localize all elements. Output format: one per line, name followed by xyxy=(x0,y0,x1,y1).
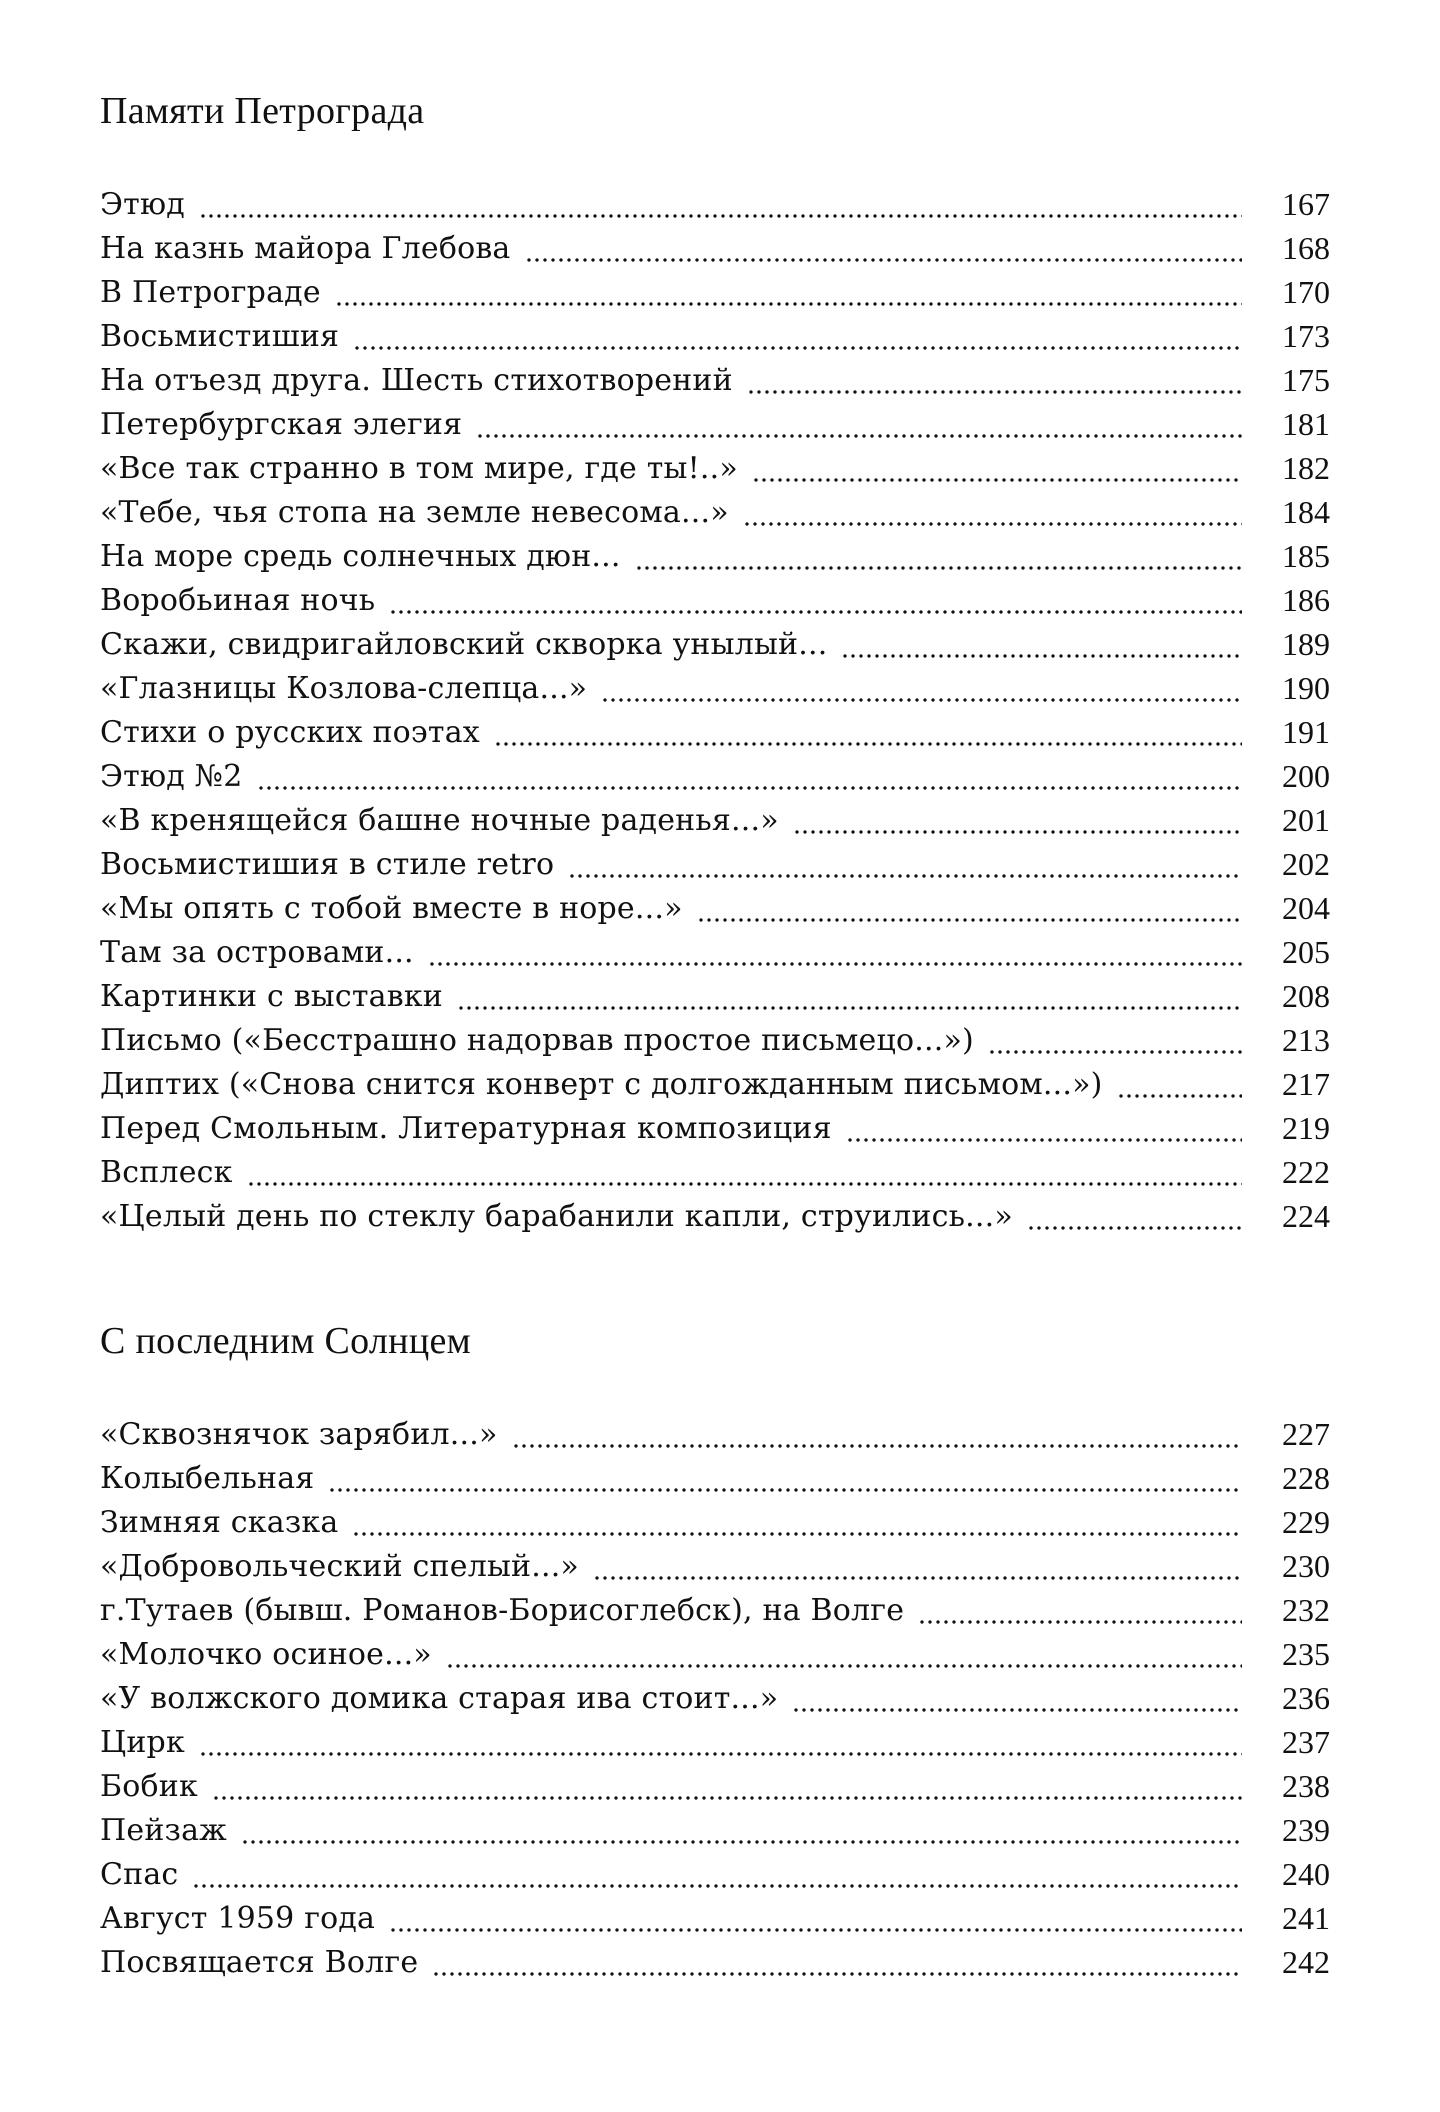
dot-leader xyxy=(247,1158,1242,1188)
toc-entry xyxy=(100,1582,1330,1626)
dot-leader xyxy=(389,586,1242,616)
toc-entry xyxy=(100,924,1330,968)
toc-entry-page-number: 175 xyxy=(1282,362,1330,398)
dot-leader xyxy=(747,366,1242,396)
toc-entry-page-number: 236 xyxy=(1282,1680,1330,1716)
toc-entry-title: Бобик xyxy=(100,1769,198,1804)
toc-entry-title: Восьмистишия в стиле retro xyxy=(100,847,555,882)
toc-entry xyxy=(100,1802,1330,1846)
toc-entry xyxy=(100,660,1330,704)
toc-entry-title: «У волжского домика старая ива стоит...» xyxy=(100,1681,779,1716)
dot-leader xyxy=(593,1552,1242,1582)
toc-entry-page-number: 189 xyxy=(1282,626,1330,662)
toc-entry-title: Этюд №2 xyxy=(100,759,243,794)
toc-entry xyxy=(100,1100,1330,1144)
toc-entry-page-number: 229 xyxy=(1282,1504,1330,1540)
dot-leader xyxy=(743,498,1242,528)
toc-entry-title: «Молочко осиное...» xyxy=(100,1637,432,1672)
toc-entry-page-number: 201 xyxy=(1282,802,1330,838)
toc-entry-page-number: 173 xyxy=(1282,318,1330,354)
toc-entry xyxy=(100,1406,1330,1450)
toc-entry xyxy=(100,1758,1330,1802)
toc-entry-page-number: 190 xyxy=(1282,670,1330,706)
toc-entry-title: Письмо («Бесстрашно надорвав простое письмецо...») xyxy=(100,1023,974,1058)
toc-entry xyxy=(100,1626,1330,1670)
dot-leader xyxy=(918,1596,1242,1626)
dot-leader xyxy=(568,850,1242,880)
toc-entry-title: «Добровольческий спелый...» xyxy=(100,1549,579,1584)
dot-leader xyxy=(1027,1202,1242,1232)
dot-leader xyxy=(432,1948,1242,1978)
toc-entry-page-number: 191 xyxy=(1282,714,1330,750)
toc-entry xyxy=(100,1012,1330,1056)
toc-entry-page-number: 219 xyxy=(1282,1110,1330,1146)
toc-entry-title: В Петрограде xyxy=(100,275,321,310)
dot-leader xyxy=(199,190,1242,220)
toc-entry xyxy=(100,968,1330,1012)
toc-entry-page-number: 202 xyxy=(1282,846,1330,882)
dot-leader xyxy=(494,718,1242,748)
toc-entry-title: Посвящается Волге xyxy=(100,1945,419,1980)
toc-entry-page-number: 182 xyxy=(1282,450,1330,486)
dot-leader xyxy=(752,454,1242,484)
toc-entry xyxy=(100,176,1330,220)
toc-entry-title: Пейзаж xyxy=(100,1813,227,1848)
dot-leader xyxy=(389,1904,1242,1934)
section-title-s-poslednim-solntsem: С последним Солнцем xyxy=(100,1320,471,1362)
toc-entry xyxy=(100,440,1330,484)
toc-entry xyxy=(100,792,1330,836)
dot-leader xyxy=(525,234,1242,264)
dot-leader xyxy=(446,1640,1242,1670)
toc-entry xyxy=(100,1846,1330,1890)
toc-entry-page-number: 185 xyxy=(1282,538,1330,574)
toc-entry xyxy=(100,748,1330,792)
toc-entry-page-number: 224 xyxy=(1282,1198,1330,1234)
toc-entry-title: «Целый день по стеклу барабанили капли, струились...» xyxy=(100,1199,1013,1234)
toc-entry-title: Август 1959 года xyxy=(100,1901,376,1936)
toc-entry-title: Зимняя сказка xyxy=(100,1505,339,1540)
toc-entry-title: Петербургская элегия xyxy=(100,407,463,442)
toc-entry-page-number: 217 xyxy=(1282,1066,1330,1102)
toc-entry-title: «Мы опять с тобой вместе в норе...» xyxy=(100,891,683,926)
toc-entry-page-number: 213 xyxy=(1282,1022,1330,1058)
toc-entry-page-number: 208 xyxy=(1282,978,1330,1014)
toc-entry xyxy=(100,572,1330,616)
dot-leader xyxy=(241,1816,1242,1846)
toc-entry xyxy=(100,1188,1330,1232)
toc-entry-title: Картинки с выставки xyxy=(100,979,443,1014)
toc-entry xyxy=(100,880,1330,924)
dot-leader xyxy=(476,410,1242,440)
toc-entry-title: Скажи, свидригайловский скворка унылый... xyxy=(100,627,828,662)
toc-entry-title: Воробьиная ночь xyxy=(100,583,376,618)
toc-entry xyxy=(100,1538,1330,1582)
toc-entry xyxy=(100,1714,1330,1758)
toc-entry-title: На море средь солнечных дюн... xyxy=(100,539,621,574)
toc-entry xyxy=(100,264,1330,308)
toc-entry-title: На казнь майора Глебова xyxy=(100,231,511,266)
dot-leader xyxy=(697,894,1242,924)
toc-entry-title: «Тебе, чья стопа на земле невесома...» xyxy=(100,495,729,530)
toc-entry xyxy=(100,308,1330,352)
toc-entry-title: «В кренящейся башне ночные раденья...» xyxy=(100,803,779,838)
toc-entry xyxy=(100,1450,1330,1494)
toc-entry-title: «Сквознячок зарябил...» xyxy=(100,1417,498,1452)
toc-entry-page-number: 204 xyxy=(1282,890,1330,926)
dot-leader xyxy=(192,1860,1242,1890)
toc-entry-page-number: 186 xyxy=(1282,582,1330,618)
toc-entry-page-number: 238 xyxy=(1282,1768,1330,1804)
dot-leader xyxy=(352,1508,1242,1538)
toc-entry-title: Спас xyxy=(100,1857,179,1892)
toc-entry xyxy=(100,1056,1330,1100)
dot-leader xyxy=(257,762,1242,792)
toc-entry-page-number: 237 xyxy=(1282,1724,1330,1760)
toc-entry-page-number: 230 xyxy=(1282,1548,1330,1584)
toc-entry-title: «Все так странно в том мире, где ты!..» xyxy=(100,451,738,486)
dot-leader xyxy=(846,1114,1242,1144)
toc-entry-page-number: 170 xyxy=(1282,274,1330,310)
toc-entry xyxy=(100,1670,1330,1714)
dot-leader xyxy=(512,1420,1242,1450)
dot-leader xyxy=(428,938,1242,968)
toc-entry xyxy=(100,1934,1330,1978)
dot-leader xyxy=(988,1026,1242,1056)
toc-entry xyxy=(100,396,1330,440)
toc-entry xyxy=(100,352,1330,396)
toc-entry-title: Там за островами... xyxy=(100,935,414,970)
toc-entry xyxy=(100,704,1330,748)
dot-leader xyxy=(353,322,1242,352)
dot-leader xyxy=(792,1684,1242,1714)
dot-leader xyxy=(1117,1070,1242,1100)
toc-entry xyxy=(100,1144,1330,1188)
dot-leader xyxy=(793,806,1242,836)
toc-entry-title: Диптих («Снова снится конверт с долгожданным письмом...») xyxy=(100,1067,1103,1102)
toc-entry-title: Перед Смольным. Литературная композиция xyxy=(100,1111,832,1146)
toc-entry-title: Восьмистишия xyxy=(100,319,340,354)
toc-entry-title: Этюд xyxy=(100,187,185,222)
toc-entry-page-number: 239 xyxy=(1282,1812,1330,1848)
toc-entry-page-number: 167 xyxy=(1282,186,1330,222)
toc-entry xyxy=(100,220,1330,264)
toc-entry xyxy=(100,1890,1330,1934)
toc-entry-title: Всплеск xyxy=(100,1155,233,1190)
toc-entry xyxy=(100,836,1330,880)
toc-entry xyxy=(100,484,1330,528)
toc-entry-page-number: 222 xyxy=(1282,1154,1330,1190)
dot-leader xyxy=(328,1464,1242,1494)
toc-entry xyxy=(100,1494,1330,1538)
dot-leader xyxy=(212,1772,1242,1802)
dot-leader xyxy=(199,1728,1242,1758)
dot-leader xyxy=(635,542,1242,572)
toc-entry-page-number: 227 xyxy=(1282,1416,1330,1452)
dot-leader xyxy=(335,278,1242,308)
toc-entry-title: Колыбельная xyxy=(100,1461,315,1496)
toc-entry-page-number: 240 xyxy=(1282,1856,1330,1892)
toc-entry-page-number: 181 xyxy=(1282,406,1330,442)
dot-leader xyxy=(601,674,1242,704)
dot-leader xyxy=(841,630,1242,660)
toc-entry xyxy=(100,528,1330,572)
toc-entry-page-number: 205 xyxy=(1282,934,1330,970)
toc-entry-page-number: 232 xyxy=(1282,1592,1330,1628)
section-title-pamyati-petrograda: Памяти Петрограда xyxy=(100,90,425,132)
toc-entry-title: Стихи о русских поэтах xyxy=(100,715,480,750)
toc-entry-title: г.Тутаев (бывш. Романов-Борисоглебск), на Волге xyxy=(100,1593,905,1628)
toc-entry-title: На отъезд друга. Шесть стихотворений xyxy=(100,363,733,398)
toc-entry-page-number: 242 xyxy=(1282,1944,1330,1980)
toc-entry-page-number: 184 xyxy=(1282,494,1330,530)
toc-entry xyxy=(100,616,1330,660)
toc-entry-page-number: 228 xyxy=(1282,1460,1330,1496)
toc-entry-page-number: 235 xyxy=(1282,1636,1330,1672)
toc-entry-title: Цирк xyxy=(100,1725,185,1760)
toc-entry-title: «Глазницы Козлова-слепца...» xyxy=(100,671,588,706)
dot-leader xyxy=(457,982,1242,1012)
toc-entry-page-number: 200 xyxy=(1282,758,1330,794)
toc-entry-page-number: 241 xyxy=(1282,1900,1330,1936)
toc-entry-page-number: 168 xyxy=(1282,230,1330,266)
